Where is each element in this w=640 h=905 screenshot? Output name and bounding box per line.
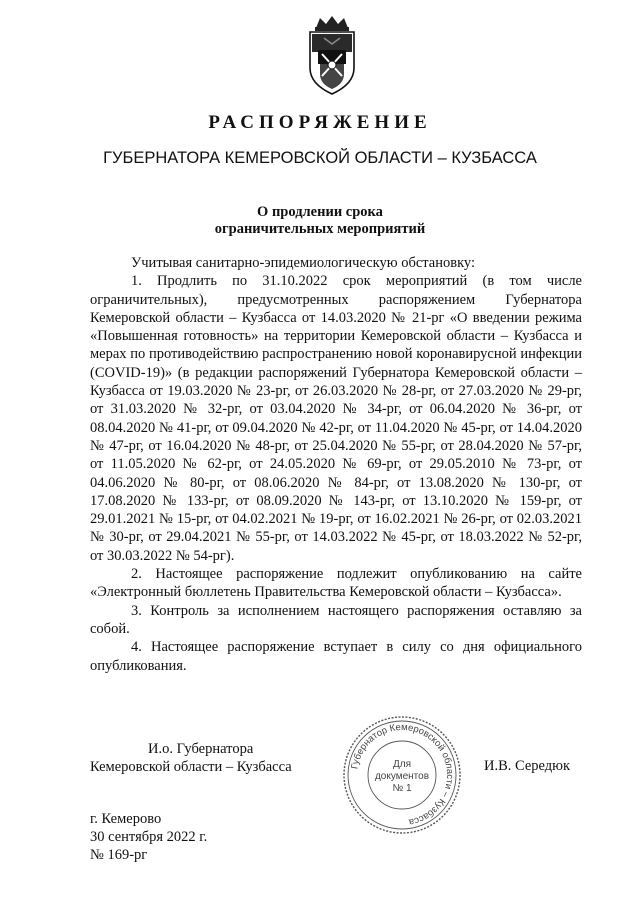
official-stamp-icon <box>340 713 464 837</box>
signature-position-line-2: Кемеровской области – Кузбасса <box>90 759 292 775</box>
kuzbass-coat-of-arms-icon <box>302 14 362 98</box>
footer-city: г. Кемерово <box>90 811 162 827</box>
body-paragraph-4: 4. Настоящее распоряжение вступает в силу со дня официального опубликования. <box>90 639 582 674</box>
body-paragraph-3: 3. Контроль за исполнением настоящего распоряжения оставляю за собой. <box>90 602 582 637</box>
stamp-center-line-1: Для <box>392 759 412 770</box>
issuing-authority: ГУБЕРНАТОРА КЕМЕРОВСКОЙ ОБЛАСТИ – КУЗБАССА <box>103 149 537 167</box>
signature-position <box>90 740 292 776</box>
document-footer <box>90 810 207 864</box>
footer-date: 30 сентября 2022 г. <box>90 829 208 845</box>
signer-name: И.В. Середюк <box>484 758 571 774</box>
document-title-line-2: ограничительных мероприятий <box>214 221 426 237</box>
footer-number: № 169-рг <box>90 847 148 863</box>
document-body <box>90 254 582 675</box>
body-paragraph-1: 1. Продлить по 31.10.2022 срок мероприятий (в том числе ограничительных), предусмотренных распоряжением Губернатора Кемеровской области – Кузбасса от 14.03.2020 № 21-рг «О введении режима «Повышенная готовность» на территории Кемеровской области – Кузбасса и мерах по противодействию распространению новой коронавирусной инфекции (COVID-19)» (в редакции распоряжений Губернатора Кемеровской области – Кузбасса от 19.03.2020 № 23-рг, от 26.03.2020 № 28-рг, от 27.03.2020 № 29-рг, от 31.03.2020 № 32-рг, от 03.04.2020 № 34-рг, от 06.04.2020 № 36-рг, от 08.04.2020 № 41-рг, от 09.04.2020 № 42-рг, от 11.04.2020 № 45-рг, от 14.04.2020 № 47-рг, от 16.04.2020 № 48-рг, от 25.04.2020 № 55-рг, от 28.04.2020 № 57-рг, от 11.05.2020 № 62-рг, от 24.05.2020 № 69-рг, от 29.05.2010 № 73-рг, от 04.06.2020 № 80-рг, от 08.06.2020 № 84-рг, от 13.08.2020 № 130-рг, от 17.08.2020 № 133-рг, от 08.09.2020 № 143-рг, от 13.10.2020 № 159-рг, от 29.01.2021 № 15-рг, от 04.02.2021 № 19-рг, от 16.02.2021 № 26-рг, от 02.03.2021 № 30-рг, от 29.04.2021 № 55-рг, от 14.03.2022 № 45-рг, от 18.03.2022 № 52-рг, от 30.03.2022 № 54-рг). <box>90 273 582 564</box>
document-title-line-1: О продлении срока <box>257 204 383 220</box>
stamp-center-line-3: № 1 <box>392 783 412 794</box>
body-paragraph-2: 2. Настоящее распоряжение подлежит опубликованию на сайте «Электронный бюллетень Правительства Кемеровской области – Кузбасса». <box>90 566 582 601</box>
document-title <box>0 204 640 238</box>
document-type: РАСПОРЯЖЕНИЕ <box>208 112 432 133</box>
stamp-center-line-2: документов <box>374 771 430 782</box>
body-paragraph-preamble: Учитывая санитарно-эпидемиологическую обстановку: <box>131 255 475 271</box>
signature-position-line-1: И.о. Губернатора <box>148 741 254 757</box>
stamp-ring-text: Губернатор Кемеровской области – Кузбасса <box>349 721 456 828</box>
